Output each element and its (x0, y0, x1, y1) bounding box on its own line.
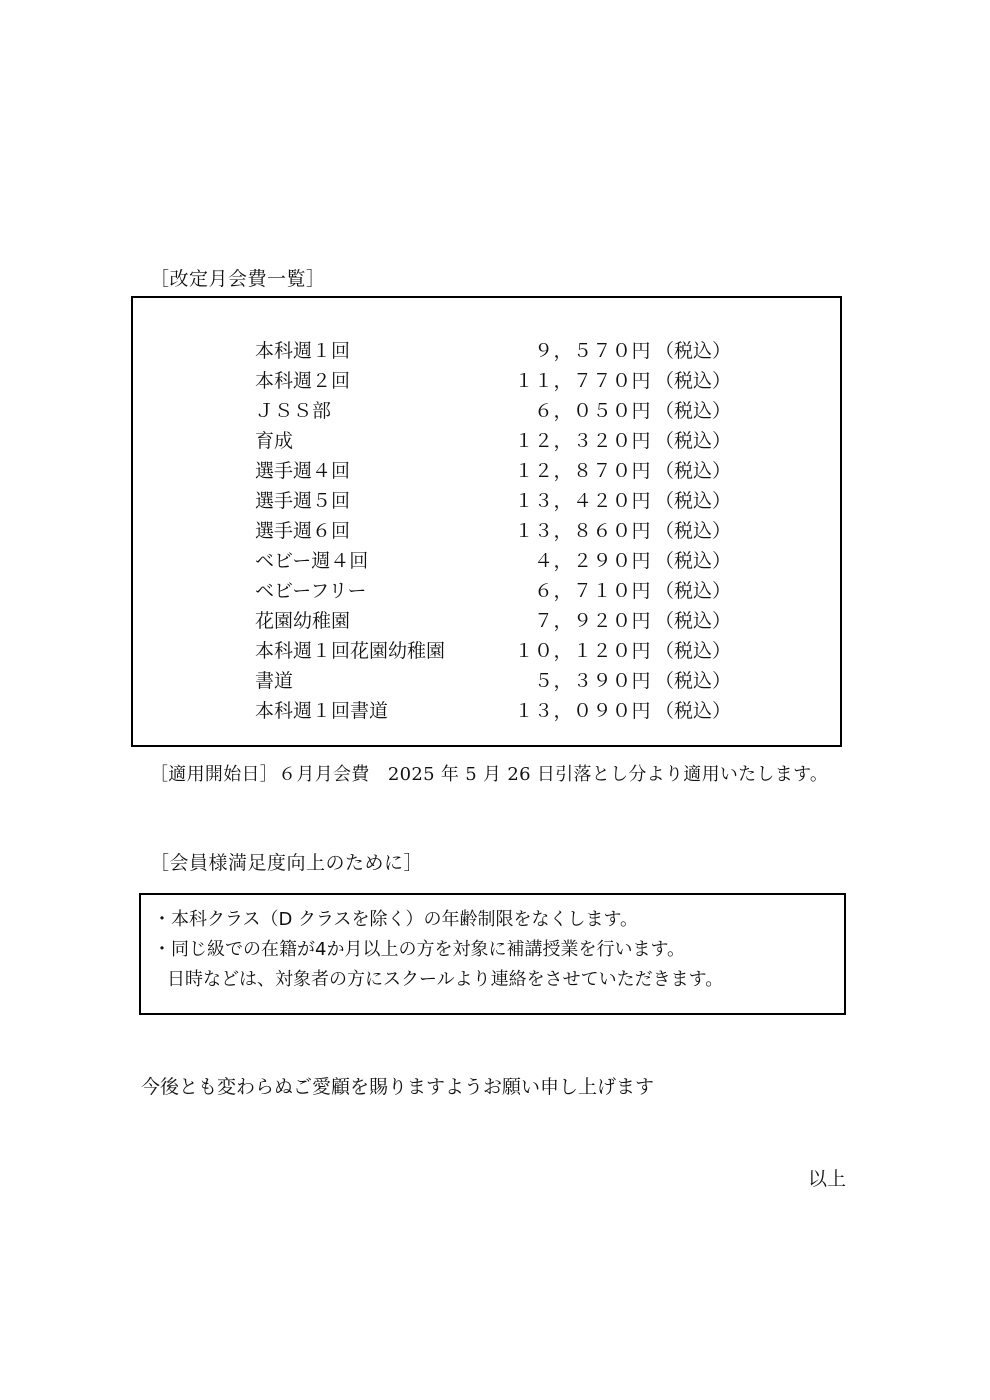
fee-row (255, 636, 732, 666)
fee-tax-label: （税込） (655, 700, 732, 722)
service-item-continuation: 日時などは、対象者の方にスクールより連絡をさせていただきます。 (167, 969, 724, 990)
fee-course-name: 選手週５回 (255, 490, 351, 512)
fee-course-name: 本科週１回書道 (255, 700, 389, 722)
fee-list (255, 336, 732, 726)
fee-course-name: 選手週６回 (255, 520, 351, 542)
fee-tax-label: （税込） (655, 520, 732, 542)
fee-row (255, 666, 732, 696)
fee-tax-label: （税込） (655, 550, 732, 572)
fee-amount: １３，８６０円 (514, 520, 651, 542)
fee-tax-label: （税込） (655, 430, 732, 452)
fee-tax-label: （税込） (655, 580, 732, 602)
fee-row (255, 396, 732, 426)
fee-course-name: 育成 (255, 430, 294, 452)
fee-row (255, 366, 732, 396)
fee-amount: ６，０５０円 (533, 400, 651, 422)
member-satisfaction-heading: ［会員様満足度向上のために］ (150, 852, 424, 874)
service-item: ・同じ級での在籍が4か月以上の方を対象に補講授業を行います。 (153, 939, 686, 960)
fee-course-name: ＪＳＳ部 (255, 400, 332, 422)
effective-date-note: ［適用開始日］６月月会費 2025 年 5 月 26 日引落とし分より適用いたします。 (150, 764, 829, 785)
fee-course-name: 花園幼稚園 (255, 610, 351, 632)
fee-course-name: 本科週２回 (255, 370, 351, 392)
fee-amount: ５，３９０円 (533, 670, 651, 692)
fee-tax-label: （税込） (655, 670, 732, 692)
fee-tax-label: （税込） (655, 340, 732, 362)
fee-tax-label: （税込） (655, 640, 732, 662)
fee-amount: １２，３２０円 (514, 430, 651, 452)
fee-row (255, 456, 732, 486)
fee-row (255, 606, 732, 636)
fee-amount: ４，２９０円 (533, 550, 651, 572)
fee-course-name: 本科週１回花園幼稚園 (255, 640, 446, 662)
fee-amount: ６，７１０円 (533, 580, 651, 602)
sign-off: 以上 (808, 1168, 847, 1190)
fee-list-heading: ［改定月会費一覧］ (150, 268, 326, 290)
fee-row (255, 546, 732, 576)
fee-amount: ９，５７０円 (533, 340, 651, 362)
fee-row (255, 576, 732, 606)
fee-amount: ７，９２０円 (533, 610, 651, 632)
fee-amount: １０，１２０円 (514, 640, 651, 662)
fee-row (255, 516, 732, 546)
fee-amount: １３，０９０円 (514, 700, 651, 722)
fee-course-name: 本科週１回 (255, 340, 351, 362)
fee-row (255, 486, 732, 516)
fee-amount: １１，７７０円 (514, 370, 651, 392)
fee-tax-label: （税込） (655, 400, 732, 422)
fee-amount: １３，４２０円 (514, 490, 651, 512)
fee-table-box (131, 296, 842, 747)
fee-tax-label: （税込） (655, 460, 732, 482)
fee-row (255, 426, 732, 456)
fee-tax-label: （税込） (655, 370, 732, 392)
fee-row (255, 696, 732, 726)
fee-course-name: ベビーフリー (255, 580, 367, 602)
fee-course-name: 選手週４回 (255, 460, 351, 482)
service-item: ・本科クラス（D クラスを除く）の年齢制限をなくします。 (153, 909, 639, 930)
fee-course-name: ベビー週４回 (255, 550, 369, 572)
closing-message: 今後とも変わらぬご愛顧を賜りますようお願い申し上げます (141, 1076, 655, 1098)
fee-amount: １２，８７０円 (514, 460, 651, 482)
fee-course-name: 書道 (255, 670, 294, 692)
fee-tax-label: （税込） (655, 490, 732, 512)
member-satisfaction-box (139, 893, 846, 1015)
fee-row (255, 336, 732, 366)
fee-tax-label: （税込） (655, 610, 732, 632)
